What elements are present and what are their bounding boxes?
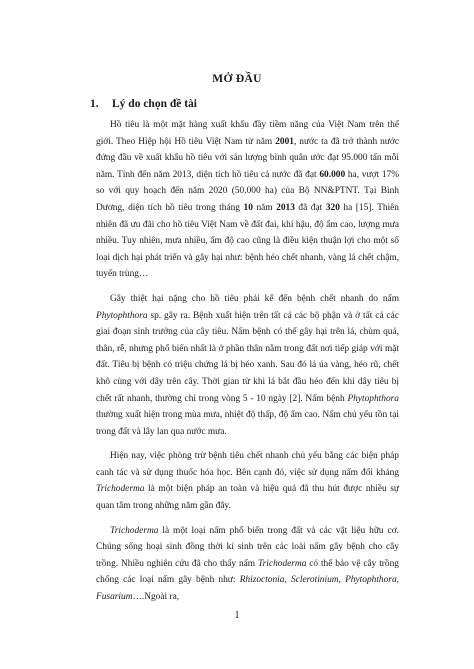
text-run: là một loại nấm phổ biến trong đất và các vật liệu hữu cơ. Chúng sống hoại sinh đồng thời kí sinh trên các loài nấm gây bệnh cho cây trồng. Nhiều nghiên cứu đã cho thấy nấm	[96, 525, 399, 569]
text-run: là một biện pháp an toàn và hiệu quả đã thu hút được nhiều sự quan tâm trong những năm gần đây.	[96, 484, 399, 512]
text-run: Trichoderma	[110, 525, 159, 536]
text-run: sp. gây ra. Bệnh xuất hiện trên tất cả các bộ phận và ở tất cả các giai đoạn sinh trưởng của cây tiêu. Nấm bệnh có thể gây hại trên lá, chùm quả, thân, rễ, nhưng phổ biến nhất là ở phần thân nằm trong đất nơi tiếp giáp với mặt đất. Tiêu bị bệnh có triệu chứng lá bị héo xanh. Sau đó lá úa vàng, héo rũ, chết khô cùng với dây trên cây. Thời gian từ khi lá bắt đầu héo đến khi dây tiêu bị chết rất nhanh, thường chỉ trong vòng 5 - 10 ngày [2]. Nấm bệnh	[96, 310, 399, 404]
text-run: Hiện nay, việc phòng trừ bệnh tiêu chết nhanh chủ yếu bằng các biện pháp canh tác và sử dụng thuốc hóa học. Bên cạnh đó, việc sử dụng nấm đối kháng	[96, 451, 399, 478]
section-number: 1.	[90, 98, 99, 110]
text-run: Gây thiệt hại nặng cho hồ tiêu phải kể đến bệnh chết nhanh do nấm	[110, 293, 399, 304]
text-run: Rhizoctonia, Sclerotinium, Phytophthora, Fusarium	[96, 575, 399, 603]
text-run: , nước ta đã trở thành nước đứng đầu về xuất khẩu hồ tiêu với sản lượng bình quân ước đạt 95.000 tấn mỗi năm. Tính đến năm 2013, diện tích hồ tiêu cả nước đã đạt	[96, 136, 400, 180]
paragraph-3	[96, 448, 399, 514]
body-text	[96, 117, 399, 614]
text-run: 320	[325, 202, 340, 213]
text-run: 60.000	[319, 169, 346, 180]
text-run: Phytophthora	[96, 310, 148, 321]
page-number: 1	[234, 610, 240, 621]
text-run: đã đạt	[294, 202, 326, 213]
paragraph-4	[96, 523, 399, 606]
text-run: 2013	[276, 202, 295, 213]
document-title: MỞ ĐẦU	[212, 73, 262, 85]
paragraph-1	[96, 117, 399, 283]
text-run: có thể bảo vệ cây trồng chống các loại nấm gây bệnh như:	[96, 558, 399, 586]
paragraph-2	[96, 291, 399, 440]
text-run: ha, vượt 17% so với quy hoạch đến năm 2020 (50.000 ha) của Bộ NN&PTNT. Tại Bình Dương, diện tích hồ tiêu trong tháng	[96, 169, 400, 213]
text-run: 2001	[275, 136, 294, 147]
text-run: Trichoderma	[96, 484, 145, 495]
text-run: 10	[243, 202, 253, 213]
text-run: Hồ tiêu là một mặt hàng xuất khẩu đầy tiềm năng của Việt Nam trên thế giới. Theo Hiệp hội Hồ tiêu Việt Nam từ năm	[96, 120, 399, 147]
text-run: ha [15]. Thiên nhiên đã ưu đãi cho hồ tiêu Việt Nam về đất đai, khí hậu, độ ẩm cao, lượng mưa nhiều. Tuy nhiên, mưa nhiều, ẩm độ cao cũng là điều kiện thuận lợi cho một số loại dịch hại phát triển và gây hại như: bệnh héo chết nhanh, vàng lá chết chậm, tuyến trùng…	[96, 202, 399, 280]
text-run: Trichoderma	[257, 558, 307, 569]
section-title: Lý do chọn đề tài	[112, 98, 197, 110]
text-run: Phytophthora	[347, 393, 399, 404]
text-run: năm	[252, 202, 277, 213]
text-run: thường xuất hiện trong mùa mưa, nhiệt độ thấp, độ ẩm cao. Nấm chủ yếu tồn tại trong đất và lây lan qua nước mưa.	[96, 410, 399, 437]
section-heading	[90, 98, 197, 110]
text-run: ….Ngoài ra,	[132, 592, 180, 603]
